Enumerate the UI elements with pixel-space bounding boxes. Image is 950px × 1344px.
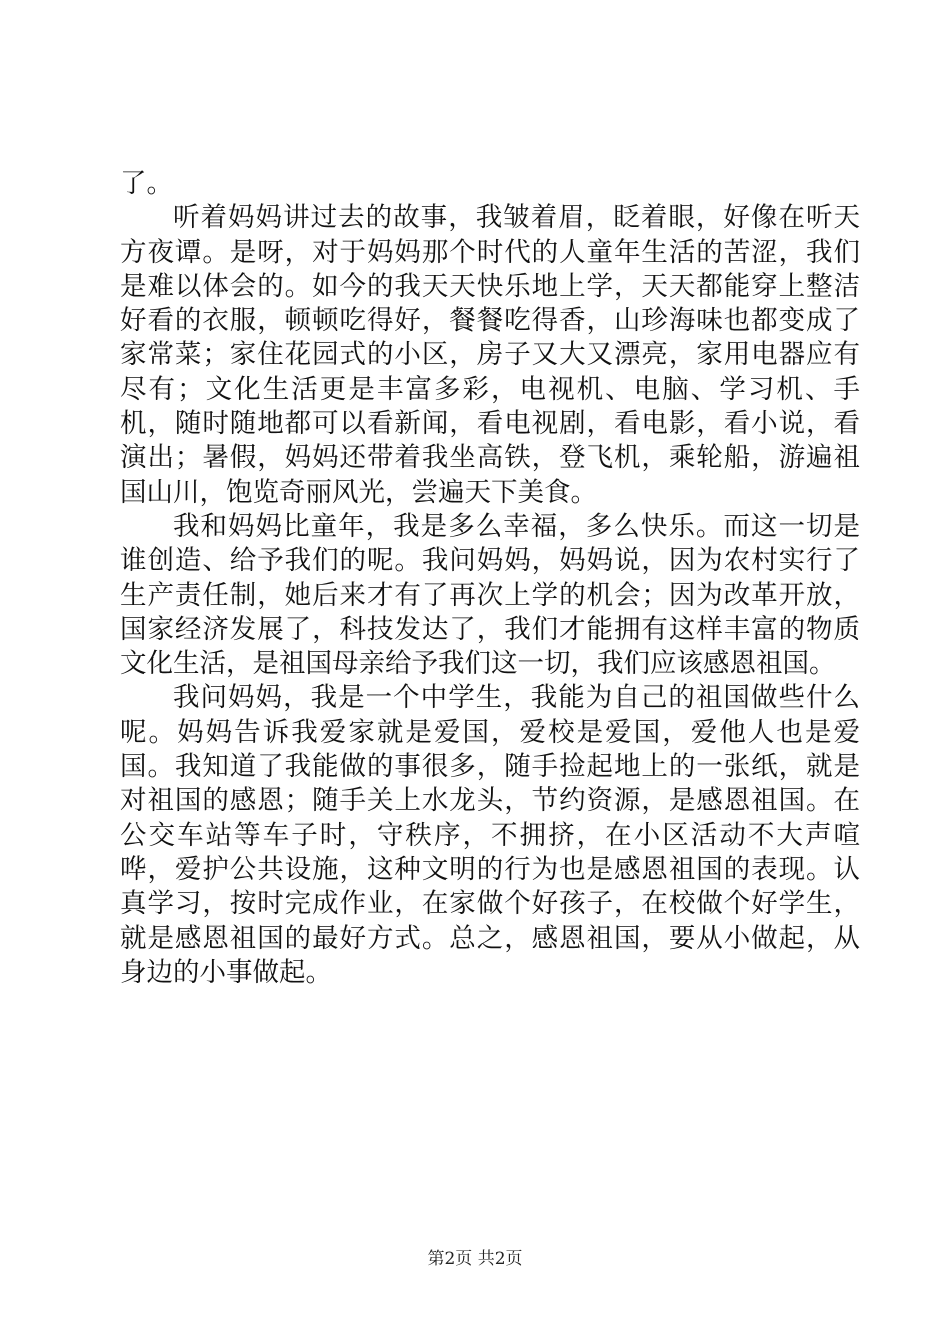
page-footer: 第2页 共2页 [427,1249,523,1269]
document-body [120,167,860,990]
paragraph-continuation: 了。 [120,168,173,199]
paragraph: 我和妈妈比童年，我是多么幸福，多么快乐。而这一切是谁创造、给予我们的呢。我问妈妈，妈妈说，因为农村实行了生产责任制，她后来才有了再次上学的机会；因为改革开放，国家经济发展了，科技发达了，我们才能拥有这样丰富的物质文化生活，是祖国母亲给予我们这一切，我们应该感恩祖国。 [120,510,860,680]
paragraph: 我问妈妈，我是一个中学生，我能为自己的祖国做些什么呢。妈妈告诉我爱家就是爱国，爱校是爱国，爱他人也是爱国。我知道了我能做的事很多，随手捡起地上的一张纸，就是对祖国的感恩；随手关上水龙头，节约资源，是感恩祖国。在公交车站等车子时，守秩序，不拥挤，在小区活动不大声喧哗，爱护公共设施，这种文明的行为也是感恩祖国的表现。认真学习，按时完成作业，在家做个好孩子，在校做个好学生，就是感恩祖国的最好方式。总之，感恩祖国，要从小做起，从身边的小事做起。 [120,682,860,988]
paragraph: 听着妈妈讲过去的故事，我皱着眉，眨着眼，好像在听天方夜谭。是呀，对于妈妈那个时代的人童年生活的苦涩，我们是难以体会的。如今的我天天快乐地上学，天天都能穿上整洁好看的衣服，顿顿吃得好，餐餐吃得香，山珍海味也都变成了家常菜；家住花园式的小区，房子又大又漂亮，家用电器应有尽有；文化生活更是丰富多彩，电视机、电脑、学习机、手机，随时随地都可以看新闻，看电视剧，看电影，看小说，看演出；暑假，妈妈还带着我坐高铁，登飞机，乘轮船，游遍祖国山川，饱览奇丽风光，尝遍天下美食。 [120,202,860,508]
